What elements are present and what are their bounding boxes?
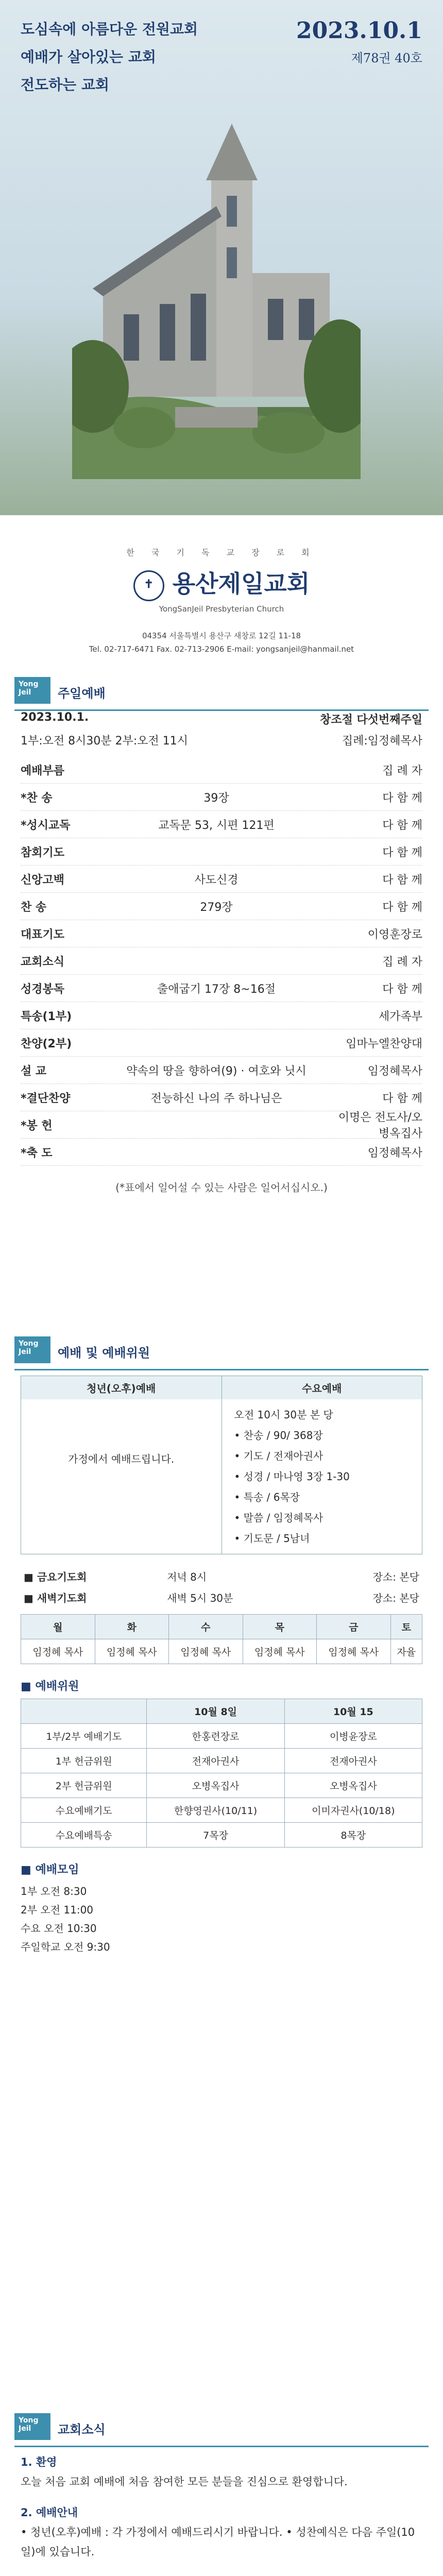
news-item — [21, 2573, 422, 2576]
officers-row — [21, 1798, 422, 1823]
wednesday-line: 오전 10시 30분 본 당 — [234, 1409, 333, 1421]
officers-cell: 전재아권사 — [284, 1749, 422, 1773]
worship-item-label: *봉 헌 — [21, 1119, 53, 1132]
worship-item — [21, 811, 422, 838]
dawn-leader: 자율 — [390, 1639, 422, 1664]
worship-item — [21, 784, 422, 811]
worship-item-content: 사도신경 — [194, 873, 238, 887]
church-identity — [0, 515, 443, 665]
church-address: 04354 서울특별시 용산구 새창로 12길 11-18 — [142, 631, 301, 640]
worship-item-label: 신앙고백 — [21, 873, 65, 887]
officers-cell: 오병옥집사 — [147, 1773, 284, 1798]
church-logo-icon: ✝ — [133, 570, 164, 601]
news-item-title: 2. 예배안내 — [21, 2506, 78, 2519]
worship-item-label: 찬양(2부) — [21, 1037, 72, 1050]
slogan-line-3: 전도하는 교회 — [21, 76, 110, 93]
worship-item — [21, 838, 422, 866]
wednesday-line: • 찬송 / 90/ 368장 — [234, 1429, 323, 1442]
dawn-prayer-table — [21, 1614, 422, 1664]
wednesday-line: • 말씀 / 임정혜목사 — [234, 1512, 323, 1524]
worship-item-label: 특송(1부) — [21, 1010, 72, 1023]
officers-table — [21, 1699, 422, 1848]
worship-item — [21, 1084, 422, 1111]
officers-cell: 이병윤장로 — [284, 1724, 422, 1749]
wednesday-line: • 특송 / 6목장 — [234, 1491, 300, 1503]
church-phone: Tel. 02-717-6471 Fax. 02-713-2906 E-mail: yongsanjeil@hanmail.net — [89, 645, 354, 654]
worship-item-label: *결단찬양 — [21, 1092, 71, 1105]
worship-leader: 집례:임정혜목사 — [342, 735, 422, 748]
dawn-day: 목 — [243, 1615, 317, 1639]
worship-item — [21, 1002, 422, 1029]
roster-section-header — [0, 1329, 443, 1370]
worship-item — [21, 1057, 422, 1084]
worship-item-leader: 임정혜목사 — [367, 1146, 422, 1160]
worship-date: 2023.10.1. — [21, 711, 89, 724]
worship-item-content: 39장 — [203, 791, 229, 805]
worship-item-content: 약속의 땅을 향하여(9) · 여호와 닛시 — [126, 1064, 306, 1078]
denomination: 한 국 기 독 교 장 로 회 — [126, 548, 317, 557]
worship-item-content: 전능하신 나의 주 하나님은 — [150, 1092, 282, 1105]
worship-item-leader: 이명은 전도사/오병옥집사 — [338, 1111, 422, 1140]
worship-item — [21, 1111, 422, 1139]
dawn-table-head — [21, 1615, 422, 1639]
wednesday-line: • 기도문 / 5남녀 — [234, 1532, 310, 1545]
worship-item-label: 찬 송 — [21, 901, 47, 914]
church-name-row — [0, 565, 443, 601]
church-photo — [72, 118, 361, 479]
youth-service-box — [21, 1376, 222, 1554]
worship-item-leader: 다 함 께 — [382, 819, 422, 832]
youth-service-head: 청년(오후)예배 — [21, 1376, 222, 1399]
worship-item-leader: 다 함 께 — [382, 982, 422, 996]
worship-item-label: 대표기도 — [21, 928, 65, 941]
slogan-line-1: 도심속에 아름다운 전원교회 — [21, 21, 198, 38]
worship-item-content: 교독문 53, 시편 121편 — [158, 819, 275, 832]
dawn-day: 수 — [169, 1615, 243, 1639]
worship-roster — [21, 1376, 422, 1956]
worship-item-label: 참회기도 — [21, 846, 65, 859]
officers-row — [21, 1749, 422, 1773]
wednesday-service-head: 수요예배 — [222, 1376, 422, 1399]
wednesday-service-lines — [222, 1399, 422, 1554]
officers-col — [21, 1699, 147, 1724]
issue-date: 2023.10.1 — [296, 18, 422, 44]
officers-cell: 8목장 — [284, 1823, 422, 1848]
worship-item-leader: 다 함 께 — [382, 901, 422, 914]
officers-cell: 7목장 — [147, 1823, 284, 1848]
worship-item-leader: 이영훈장로 — [367, 928, 422, 941]
worship-item-leader: 임정혜목사 — [367, 1064, 422, 1078]
worship-season: 창조절 다섯번째주일 — [320, 714, 422, 726]
church-contact — [0, 629, 443, 656]
officers-cell: 한홍련장로 — [147, 1724, 284, 1749]
worship-item — [21, 975, 422, 1002]
officers-cell: 1부/2부 예배기도 — [21, 1724, 147, 1749]
meeting-time: 2부 오전 11:00 — [21, 1904, 94, 1916]
section-divider — [14, 1369, 429, 1370]
news-item-title — [21, 2573, 422, 2576]
worship-item-label: 교회소식 — [21, 955, 65, 969]
officers-row — [21, 1773, 422, 1798]
dawn-leader: 임정혜 목사 — [21, 1639, 95, 1664]
officers-col: 10월 15 — [284, 1699, 422, 1724]
section-tab: Yong Jeil — [14, 1336, 50, 1363]
dawn-prayer-time: 새벽 5시 30분 — [167, 1592, 233, 1604]
section-tab: Yong Jeil — [14, 677, 50, 704]
section-divider — [14, 2446, 429, 2447]
officers-heading: ■ 예배위원 — [21, 1680, 79, 1693]
news-items — [21, 2452, 422, 2576]
dawn-leader: 임정혜 목사 — [243, 1639, 317, 1664]
worship-note: (*표에서 일어설 수 있는 사람은 일어서십시오.) — [115, 1181, 328, 1194]
officers-cell: 오병옥집사 — [284, 1773, 422, 1798]
dawn-prayer-place: 장소: 본당 — [372, 1592, 419, 1604]
worship-meta — [21, 711, 422, 727]
officers-cell: 전재아권사 — [147, 1749, 284, 1773]
issue-info — [296, 18, 422, 66]
church-english-name: YongSanJeil Presbyterian Church — [159, 604, 284, 614]
prayer-meetings — [21, 1566, 422, 1608]
worship-item — [21, 1029, 422, 1057]
wednesday-line: • 기도 / 전재아권사 — [234, 1450, 323, 1462]
worship-item-leader: 다 함 께 — [382, 1092, 422, 1105]
worship-item-label: 예배부름 — [21, 764, 65, 777]
cover-hero — [0, 0, 443, 665]
officers-row — [21, 1724, 422, 1749]
news-section-header — [0, 2406, 443, 2447]
worship-item-leader: 집 례 자 — [382, 955, 422, 969]
officers-row — [21, 1823, 422, 1848]
meeting-times — [21, 1882, 422, 1956]
worship-item-leader: 다 함 께 — [382, 873, 422, 887]
dawn-day: 금 — [317, 1615, 391, 1639]
dawn-leader: 임정혜 목사 — [317, 1639, 391, 1664]
news-item-body: • 청년(오후)예배 : 각 가정에서 예배드리시기 바랍니다. • 성찬예식은 다음 주일(10일)에 있습니다. — [21, 2526, 415, 2558]
officers-cell: 한향영권사(10/11) — [147, 1798, 284, 1823]
worship-item-label: *찬 송 — [21, 791, 53, 805]
slogan-line-2: 예배가 살아있는 교회 — [21, 48, 156, 65]
news-item-title: 1. 환영 — [21, 2456, 57, 2468]
worship-item-leader: 다 함 께 — [382, 791, 422, 805]
worship-time: 1부:오전 8시30분 2부:오전 11시 — [21, 735, 189, 748]
officers-cell: 수요예배기도 — [21, 1798, 147, 1823]
worship-order — [21, 711, 422, 1194]
worship-item — [21, 1139, 422, 1166]
worship-item — [21, 756, 422, 784]
dawn-day: 월 — [21, 1615, 95, 1639]
issue-number: 제78권 40호 — [351, 51, 422, 65]
church-name: 용산제일교회 — [172, 570, 310, 598]
dawn-prayer-row — [21, 1587, 422, 1608]
worship-item-label: 성경봉독 — [21, 982, 65, 996]
meeting-time: 수요 오전 10:30 — [21, 1922, 97, 1935]
meeting-time: 1부 오전 8:30 — [21, 1885, 87, 1897]
friday-prayer-label: ■ 금요기도회 — [24, 1571, 87, 1583]
worship-item — [21, 866, 422, 893]
worship-item — [21, 893, 422, 920]
worship-item-leader: 집 례 자 — [382, 764, 422, 777]
dawn-day: 토 — [390, 1615, 422, 1639]
church-news — [21, 2452, 422, 2576]
news-item — [21, 2452, 422, 2492]
worship-rows — [21, 756, 422, 1166]
officers-cell: 1부 헌금위원 — [21, 1749, 147, 1773]
worship-meta-2 — [21, 732, 422, 748]
worship-item — [21, 947, 422, 975]
friday-prayer-place: 장소: 본당 — [372, 1571, 419, 1583]
section-title: 예배 및 예배위원 — [58, 1346, 150, 1360]
worship-item-label: *축 도 — [21, 1146, 53, 1160]
friday-prayer-row — [21, 1566, 422, 1587]
dawn-table-row — [21, 1639, 422, 1664]
worship-item-label: 설 교 — [21, 1064, 47, 1078]
section-title: 주일예배 — [58, 686, 106, 701]
dawn-prayer-label: ■ 새벽기도회 — [24, 1592, 87, 1604]
news-item — [21, 2503, 422, 2562]
friday-prayer-time: 저녁 8시 — [167, 1571, 207, 1583]
worship-item-leader: 임마누엘찬양대 — [346, 1037, 422, 1050]
worship-item-content: 279장 — [200, 901, 233, 914]
news-item-body: 오늘 처음 교회 예배에 처음 참여한 모든 분들을 진심으로 환영합니다. — [21, 2476, 348, 2488]
section-title: 교회소식 — [58, 2422, 106, 2437]
meeting-time: 주일학교 오전 9:30 — [21, 1941, 110, 1953]
wednesday-line: • 성경 / 마나영 3장 1-30 — [234, 1470, 350, 1483]
youth-service-body: 가정에서 예배드립니다. — [68, 1453, 175, 1465]
worship-section-header — [0, 670, 443, 711]
service-boxes — [21, 1376, 422, 1554]
wednesday-service-box — [222, 1376, 422, 1554]
worship-item-content: 출애굽기 17장 8~16절 — [157, 982, 276, 996]
officers-cell: 이미자권사(10/18) — [284, 1798, 422, 1823]
officers-col: 10월 8일 — [147, 1699, 284, 1724]
worship-item — [21, 920, 422, 947]
officers-head — [21, 1699, 422, 1724]
cover-slogan — [21, 15, 198, 99]
worship-item-label: *성시교독 — [21, 819, 71, 832]
officers-cell: 수요예배특송 — [21, 1823, 147, 1848]
dawn-leader: 임정혜 목사 — [169, 1639, 243, 1664]
officers-cell: 2부 헌금위원 — [21, 1773, 147, 1798]
meetings-heading: ■ 예배모임 — [21, 1863, 79, 1876]
section-tab: Yong Jeil — [14, 2413, 50, 2440]
worship-item-leader: 다 함 께 — [382, 846, 422, 859]
dawn-day: 화 — [95, 1615, 169, 1639]
worship-item-leader: 세가족부 — [378, 1010, 422, 1023]
dawn-leader: 임정혜 목사 — [95, 1639, 169, 1664]
